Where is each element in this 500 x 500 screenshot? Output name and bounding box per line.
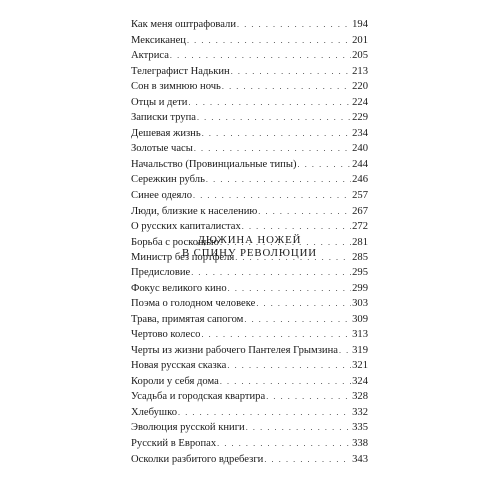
toc-entry-title: Министр без портфеля [131, 252, 235, 264]
toc-entry-title: Русский в Европах [131, 438, 217, 450]
toc-entry [131, 374, 368, 390]
toc-leader-dots [197, 110, 351, 126]
toc-entry-page: 272 [352, 221, 368, 233]
toc-entry-page: 213 [352, 65, 368, 77]
toc-entry-page: 205 [352, 50, 368, 62]
book-page [131, 0, 368, 500]
toc-entry [131, 265, 368, 281]
toc-leader-dots [201, 327, 351, 343]
toc-entry-title: Начальство (Провинциальные типы) [131, 158, 297, 170]
toc-entry-page: 267 [352, 205, 368, 217]
toc-entry [131, 312, 368, 328]
toc-entry-page: 332 [352, 406, 368, 418]
toc-leader-dots [227, 358, 351, 374]
toc-entry-page: 295 [352, 267, 368, 278]
toc-entry-title: Борьба с роскошью [131, 236, 219, 248]
toc-entry-title: Дешевая жизнь [131, 127, 201, 139]
toc-entry-page: 224 [352, 96, 368, 108]
toc-entry [131, 420, 368, 436]
toc-leader-dots [266, 389, 351, 405]
toc-entry-title: Отцы и дети [131, 96, 188, 108]
toc-entry-page: 244 [352, 158, 368, 170]
toc-leader-dots [242, 219, 351, 235]
toc-entry-title: Как меня оштрафовали [131, 19, 237, 30]
toc-entry-page: 338 [352, 438, 368, 450]
toc-entry [131, 33, 368, 49]
toc-entry-page: 194 [352, 19, 368, 30]
toc-entry [131, 48, 368, 64]
toc-entry-title: Записки трупа [131, 112, 196, 124]
toc-entry [131, 157, 368, 173]
toc-entry [131, 141, 368, 157]
toc-entry-page: 313 [352, 329, 368, 341]
toc-entry-page: 321 [352, 360, 368, 372]
toc-entry [131, 188, 368, 204]
toc-leader-dots [202, 126, 351, 142]
toc-entry [131, 452, 368, 468]
toc-entry-page: 281 [352, 236, 368, 248]
toc-entry-title: Мексиканец [131, 34, 186, 46]
toc-entry-page: 234 [352, 127, 368, 139]
section-heading-line-2: В СПИНУ РЕВОЛЮЦИИ [181, 246, 317, 259]
toc-entry-page: 285 [352, 252, 368, 264]
toc-entry [131, 405, 368, 421]
toc-entry-page: 303 [352, 298, 368, 310]
section-heading-line-1: ДЮЖИНА НОЖЕЙ [197, 234, 302, 246]
toc-leader-dots [298, 157, 352, 173]
toc-leader-dots [188, 95, 351, 111]
toc-entry-page: 257 [352, 190, 368, 202]
toc-entry-title: Предисловие [131, 267, 191, 278]
toc-leader-dots [231, 64, 351, 80]
toc-entry-page: 299 [352, 282, 368, 294]
toc-entry [131, 358, 368, 374]
toc-entry [131, 219, 368, 235]
toc-entry-title: Трава, примятая сапогом [131, 313, 244, 325]
toc-leader-dots [264, 452, 351, 468]
toc-leader-dots [246, 420, 351, 436]
toc-entry-page: 309 [352, 313, 368, 325]
toc-leader-dots [339, 343, 351, 359]
toc-entry-title: Поэма о голодном человеке [131, 298, 256, 310]
toc-leader-dots [258, 204, 351, 220]
toc-entry-title: Сон в зимнюю ночь [131, 81, 221, 93]
toc-entry-page: 343 [352, 453, 368, 465]
toc-leader-dots [178, 405, 351, 421]
toc-leader-dots [187, 33, 351, 49]
toc-entry-page: 246 [352, 174, 368, 186]
toc-entry [131, 95, 368, 111]
toc-entry [131, 204, 368, 220]
toc-entry-page: 335 [352, 422, 368, 434]
toc-entry-page: 319 [352, 344, 368, 356]
toc-leader-dots [206, 172, 351, 188]
toc-entry-title: Усадьба и городская квартира [131, 391, 266, 403]
toc-entry-page: 328 [352, 391, 368, 403]
toc-entry-title: Золотые часы [131, 143, 193, 155]
section-heading [131, 234, 368, 259]
toc-entry-title: Сережкин рубль [131, 174, 205, 186]
toc-entry [131, 389, 368, 405]
toc-entry [131, 343, 368, 359]
toc-entry-title: Телеграфист Надькин [131, 65, 230, 77]
toc-entry [131, 17, 368, 33]
toc-leader-dots [220, 374, 351, 390]
toc-leader-dots [237, 17, 351, 33]
toc-leader-dots [217, 436, 351, 452]
toc-leader-dots [256, 296, 351, 312]
toc-leader-dots [191, 265, 351, 281]
toc-entry-title: Фокус великого кино [131, 282, 227, 294]
toc-leader-dots [228, 281, 351, 297]
toc-entry-title: Черты из жизни рабочего Пантелея Грымзина [131, 344, 338, 356]
toc-entry [131, 436, 368, 452]
toc-leader-dots [222, 79, 351, 95]
toc-entry [131, 296, 368, 312]
toc-entry [131, 172, 368, 188]
toc-entry-page: 229 [352, 112, 368, 124]
toc-entry-title: Новая русская сказка [131, 360, 227, 372]
toc-entry [131, 327, 368, 343]
toc-entry-title: Короли у себя дома [131, 375, 219, 387]
toc-leader-dots [170, 48, 351, 64]
toc-entry-title: Чертово колесо [131, 329, 201, 341]
toc-entry [131, 281, 368, 297]
toc-entry [131, 64, 368, 80]
toc-entry-page: 201 [352, 34, 368, 46]
toc-entry-title: Осколки разбитого вдребезги [131, 453, 264, 465]
toc-list-part-1 [131, 17, 368, 266]
toc-entry-page: 324 [352, 375, 368, 387]
toc-entry-title: Люди, близкие к населению [131, 205, 258, 217]
toc-entry-title: Хлебушко [131, 406, 177, 418]
toc-entry-title: Эволюция русской книги [131, 422, 245, 434]
toc-entry-title: О русских капиталистах [131, 221, 241, 233]
toc-entry [131, 79, 368, 95]
toc-entry-title: Синее одеяло [131, 190, 192, 202]
toc-entry [131, 126, 368, 142]
toc-list-part-2 [131, 265, 368, 467]
toc-leader-dots [193, 188, 351, 204]
toc-entry-page: 240 [352, 143, 368, 155]
toc-entry [131, 110, 368, 126]
toc-leader-dots [194, 141, 351, 157]
toc-leader-dots [244, 312, 351, 328]
toc-entry-title: Актриса [131, 50, 169, 62]
toc-entry-page: 220 [352, 81, 368, 93]
